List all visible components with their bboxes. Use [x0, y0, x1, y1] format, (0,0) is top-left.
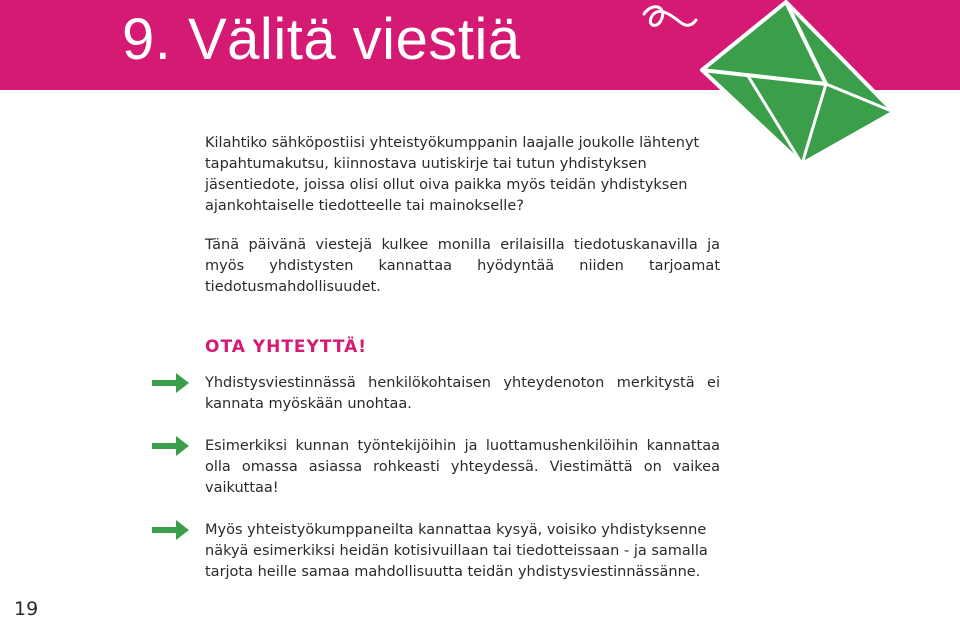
arrow-right-icon	[152, 519, 190, 541]
contact-bullet-2: Esimerkiksi kunnan työntekijöihin ja luottamushenkilöihin kannattaa olla omassa asiassa rohkeasti yhteydessä. Viestimättä on vaikea vaikuttaa!	[205, 438, 720, 496]
contact-heading: OTA YHTEYTTÄ!	[205, 337, 368, 357]
page-number: 19	[14, 598, 39, 620]
contact-bullet-3: Myös yhteistyökumppaneilta kannattaa kysyä, voisiko yhdistyksenne näkyä esimerkiksi heidän kotisivuillaan tai tiedotteissaan - ja samalla tarjota heille samaa mahdollisuutta teidän yhdistysviestinnässänne.	[205, 522, 708, 580]
page-title: 9. Välitä viestiä	[122, 7, 521, 72]
intro-paragraph-1: Kilahtiko sähköpostiisi yhteistyökumppanin laajalle joukolle lähtenyt tapahtumakutsu, kiinnostava uutiskirje tai tutun yhdistyksen jäsentiedote, joissa olisi ollut oiva paikka myös teidän yhdistyksen ajankohtaiselle tiedotteelle tai mainokselle?	[205, 135, 700, 214]
arrow-right-icon	[152, 435, 190, 457]
arrow-right-icon	[152, 372, 190, 394]
contact-bullet-1: Yhdistysviestinnässä henkilökohtaisen yhteydenoton merkitystä ei kannata myöskään unohtaa.	[205, 375, 720, 412]
intro-paragraph-2: Tänä päivänä viestejä kulkee monilla erilaisilla tiedotuskanavilla ja myös yhdistysten kannattaa hyödyntää niiden tarjoamat tiedotusmahdollisuudet.	[205, 237, 720, 295]
